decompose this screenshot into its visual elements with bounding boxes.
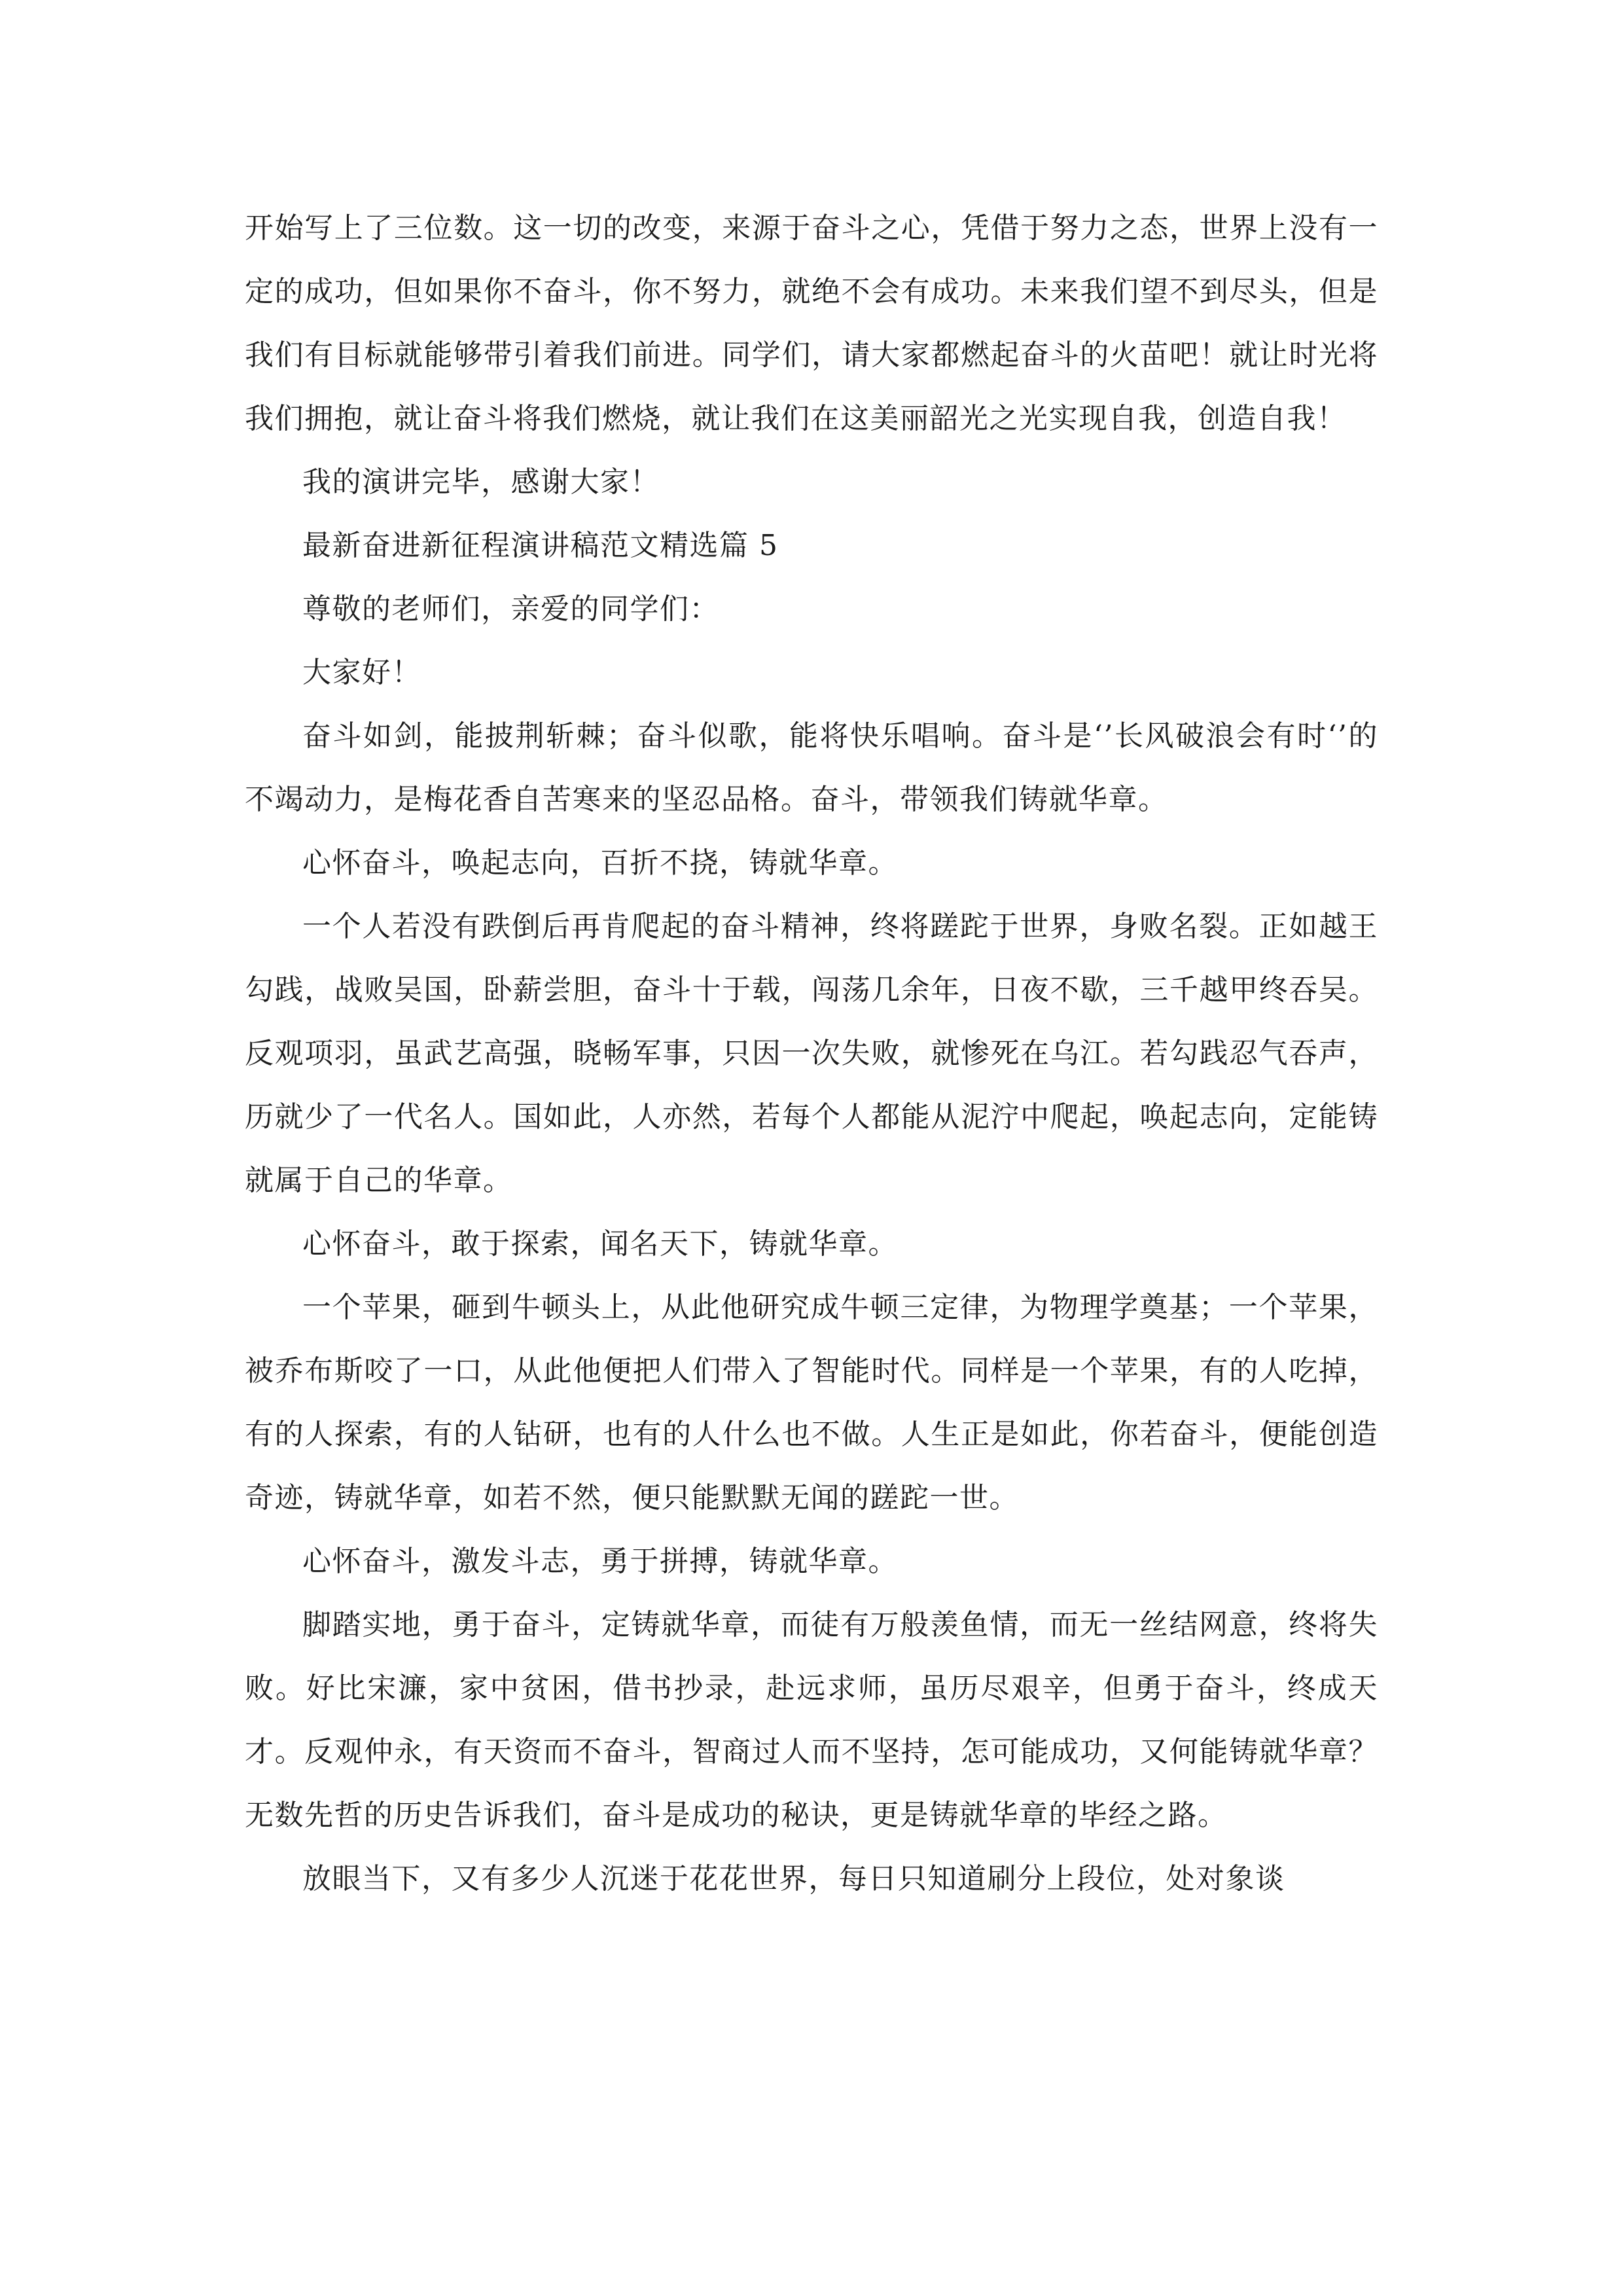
document-page [245,196,1378,1910]
paragraph: 一个苹果，砸到牛顿头上，从此他研究成牛顿三定律，为物理学奠基；一个苹果，被乔布斯咬了一口，从此他便把人们带入了智能时代。同样是一个苹果，有的人吃掉，有的人探索，有的人钻研，也有的人什么也不做。人生正是如此，你若奋斗，便能创造奇迹，铸就华章，如若不然，便只能默默无闻的蹉跎一世。 [245,1291,1378,1515]
paragraph: 脚踏实地，勇于奋斗，定铸就华章，而徒有万般羡鱼情，而无一丝结网意，终将失败。好比宋濂，家中贫困，借书抄录，赴远求师，虽历尽艰辛，但勇于奋斗，终成天才。反观仲永，有天资而不奋斗，智商过人而不坚持，怎可能成功，又何能铸就华章？无数先哲的历史告诉我们，奋斗是成功的秘诀，更是铸就华章的毕经之路。 [245,1608,1378,1832]
salutation: 尊敬的老师们，亲爱的同学们： [302,592,719,626]
paragraph-subheading: 心怀奋斗，唤起志向，百折不挠，铸就华章。 [302,846,898,880]
paragraph-continuation: 开始写上了三位数。这一切的改变，来源于奋斗之心，凭借于努力之态，世界上没有一定的成功，但如果你不奋斗，你不努力，就绝不会有成功。未来我们望不到尽头，但是我们有目标就能够带引着我们前进。同学们，请大家都燃起奋斗的火苗吧！就让时光将我们拥抱，就让奋斗将我们燃烧，就让我们在这美丽韶光之光实现自我，创造自我！ [245,211,1378,435]
paragraph: 一个人若没有跌倒后再肯爬起的奋斗精神，终将蹉跎于世界，身败名裂。正如越王勾践，战败吴国，卧薪尝胆，奋斗十于载，闯荡几余年，日夜不歇，三千越甲终吞吴。反观项羽，虽武艺高强，晓畅军事，只因一次失败，就惨死在乌江。若勾践忍气吞声，历就少了一代名人。国如此，人亦然，若每个人都能从泥泞中爬起，唤起志向，定能铸就属于自己的华章。 [245,910,1378,1197]
paragraph: 奋斗如剑，能披荆斩棘；奋斗似歌，能将快乐唱响。奋斗是‘’长风破浪会有时‘’的不竭动力，是梅花香自苦寒来的坚忍品格。奋斗，带领我们铸就华章。 [245,719,1378,816]
greeting: 大家好！ [302,656,421,689]
paragraph-closing: 我的演讲完毕，感谢大家！ [302,465,660,499]
paragraph: 放眼当下，又有多少人沉迷于花花世界，每日只知道刷分上段位，处对象谈 [302,1862,1285,1895]
paragraph-subheading: 心怀奋斗，敢于探索，闻名天下，铸就华章。 [302,1227,898,1261]
paragraph-subheading: 心怀奋斗，激发斗志，勇于拼搏，铸就华章。 [302,1545,898,1578]
section-heading: 最新奋进新征程演讲稿范文精选篇 5 [302,529,779,562]
